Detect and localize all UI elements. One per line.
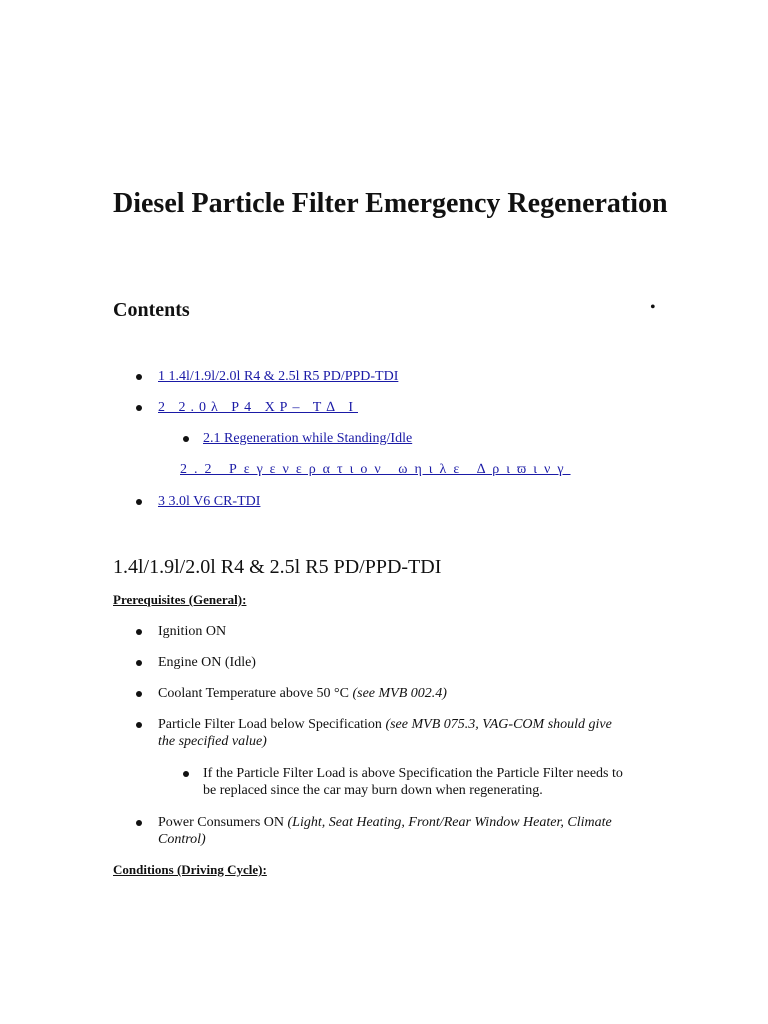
list-item-note: (Light, Seat Heating, Front/Rear Window Heater, Climate Control) — [158, 815, 612, 847]
conditions-heading: Conditions (Driving Cycle): — [113, 862, 267, 877]
bullet-icon — [183, 436, 189, 442]
bullet-icon — [183, 771, 189, 777]
toc-link-1[interactable]: 1 1.4l/1.9l/2.0l R4 & 2.5l R5 PD/PPD-TDI — [158, 369, 399, 384]
section-heading: 1.4l/1.9l/2.0l R4 & 2.5l R5 PD/PPD-TDI — [113, 556, 442, 578]
list-item-text: Particle Filter Load below Specification — [158, 717, 386, 732]
bullet-icon — [136, 629, 142, 635]
list-item — [158, 623, 226, 640]
bullet-icon — [136, 374, 142, 380]
list-item-text: Ignition ON — [158, 624, 227, 639]
list-item — [158, 654, 256, 671]
bullet-icon — [136, 405, 142, 411]
list-item-note: (see MVB 002.4) — [352, 686, 447, 701]
bullet-icon — [136, 722, 142, 728]
toc-link-3[interactable]: 3 3.0l V6 CR-TDI — [158, 494, 261, 509]
page-title: Diesel Particle Filter Emergency Regeneration — [113, 188, 668, 219]
list-item — [158, 814, 628, 848]
list-item-text: Coolant Temperature above 50 °C — [158, 686, 353, 701]
contents-heading: Contents — [113, 299, 190, 321]
bullet-icon — [136, 660, 142, 666]
list-item-text: Engine ON (Idle) — [158, 655, 256, 670]
list-item — [158, 685, 447, 702]
toc-link-2[interactable]: 2 2.0λ P4 XP– T∆ I — [158, 400, 358, 415]
list-item-note: (see MVB 075.3, VAG-COM should give the specified value) — [158, 717, 612, 749]
bullet-icon — [136, 820, 142, 826]
toc-link-2-2[interactable]: 2.2 Ρεγενερατιον ωηιλε ∆ριϖινγ — [180, 462, 571, 477]
bullet-icon — [136, 499, 142, 505]
prerequisites-heading: Prerequisites (General): — [113, 592, 247, 607]
list-item — [158, 716, 628, 750]
list-item — [203, 765, 633, 799]
bullet-icon — [136, 691, 142, 697]
list-item-text: Power Consumers ON — [158, 815, 288, 830]
list-item-text: If the Particle Filter Load is above Specification the Particle Filter needs to be replaced since the car may burn down when regenerating. — [203, 766, 623, 798]
toc-link-2-1[interactable]: 2.1 Regeneration while Standing/Idle — [203, 431, 413, 446]
stray-bullet: • — [650, 299, 656, 316]
